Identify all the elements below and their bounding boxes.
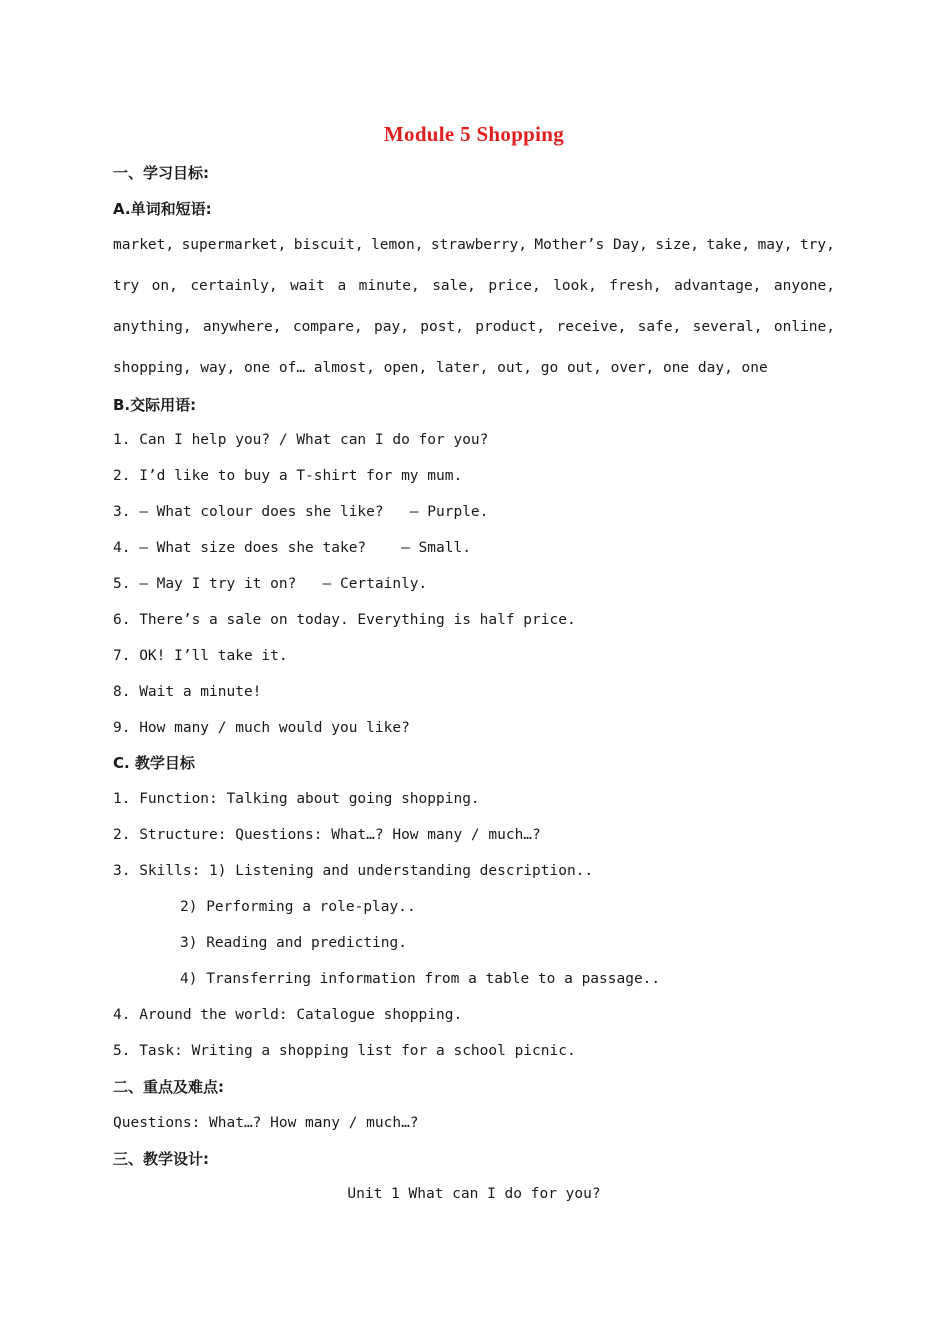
vocab-word: size, [655, 237, 700, 253]
goal-item: 3. Skills: 1) Listening and understanding description.. [113, 863, 594, 879]
vocab-word: post, [420, 319, 464, 335]
vocab-word: online, [773, 319, 835, 335]
vocab-word: certainly, [190, 278, 278, 294]
vocab-word: market, [113, 237, 175, 253]
vocab-word: on, [151, 278, 178, 294]
vocab-word: lemon, [371, 237, 424, 253]
vocab-word: anyone, [773, 278, 835, 294]
vocab-line-1 [113, 235, 835, 255]
document-title: Module 5 Shopping [383, 122, 565, 146]
vocab-word: pay, [374, 319, 409, 335]
vocab-word: anything, [113, 319, 192, 335]
vocab-word: anywhere, [202, 319, 282, 335]
goal-item: 5. Task: Writing a shopping list for a school picnic. [113, 1043, 576, 1059]
vocab-word: try, [799, 237, 835, 253]
goal-item: 1. Function: Talking about going shopping. [113, 791, 480, 807]
skill-sub-item: 4) Transferring information from a table to a passage.. [180, 971, 661, 987]
section-heading-teaching-design: 三、教学设计: [113, 1150, 209, 1168]
phrase-item: 9. How many / much would you like? [113, 720, 410, 736]
subsection-heading-teaching-goals: C. 教学目标 [113, 754, 195, 772]
phrase-item: 2. I’d like to buy a T-shirt for my mum. [113, 468, 463, 484]
phrase-item: 7. OK! I’ll take it. [113, 648, 288, 664]
vocab-word: strawberry, [430, 237, 527, 253]
vocab-word: try [113, 278, 140, 294]
vocab-word: receive, [556, 319, 627, 335]
skill-sub-item: 2) Performing a role-play.. [180, 899, 416, 915]
subsection-heading-phrases: B.交际用语: [113, 396, 197, 414]
vocab-word: fresh, [609, 278, 662, 294]
goal-item: 4. Around the world: Catalogue shopping. [113, 1007, 463, 1023]
vocab-word: price, [488, 278, 541, 294]
vocab-word: may, [757, 237, 793, 253]
skill-sub-item: 3) Reading and predicting. [180, 935, 407, 951]
vocab-line-3 [113, 317, 835, 337]
vocab-word: a [337, 278, 347, 294]
vocab-word: advantage, [674, 278, 762, 294]
phrase-item: 8. Wait a minute! [113, 684, 262, 700]
subsection-heading-vocabulary: A.单词和短语: [113, 200, 212, 218]
unit-title: Unit 1 What can I do for you? [347, 1186, 601, 1202]
phrase-item: 4. — What size does she take? — Small. [113, 540, 471, 556]
vocab-word: several, [692, 319, 763, 335]
phrase-item: 5. — May I try it on? — Certainly. [113, 576, 428, 592]
vocab-word: biscuit, [293, 237, 364, 253]
phrase-item: 3. — What colour does she like? — Purple. [113, 504, 489, 520]
section-heading-key-points: 二、重点及难点: [113, 1078, 224, 1096]
vocab-word: take, [706, 237, 751, 253]
vocab-word: compare, [292, 319, 363, 335]
vocab-word: sale, [432, 278, 476, 294]
vocab-word: product, [475, 319, 546, 335]
vocab-word: supermarket, [181, 237, 287, 253]
phrase-item: 6. There’s a sale on today. Everything is half price. [113, 612, 576, 628]
vocab-line-2 [113, 276, 835, 296]
vocab-word: look, [553, 278, 597, 294]
phrase-item: 1. Can I help you? / What can I do for you? [113, 432, 489, 448]
vocab-word: safe, [637, 319, 682, 335]
key-points-text: Questions: What…? How many / much…? [113, 1115, 419, 1131]
vocab-line-4: shopping, way, one of… almost, open, later, out, go out, over, one day, one [113, 360, 768, 376]
section-heading-objectives: 一、学习目标: [113, 164, 209, 182]
vocab-word: minute, [358, 278, 420, 294]
vocab-word: wait [290, 278, 325, 294]
vocab-word: Mother’s Day, [534, 237, 648, 253]
goal-item: 2. Structure: Questions: What…? How many / much…? [113, 827, 541, 843]
